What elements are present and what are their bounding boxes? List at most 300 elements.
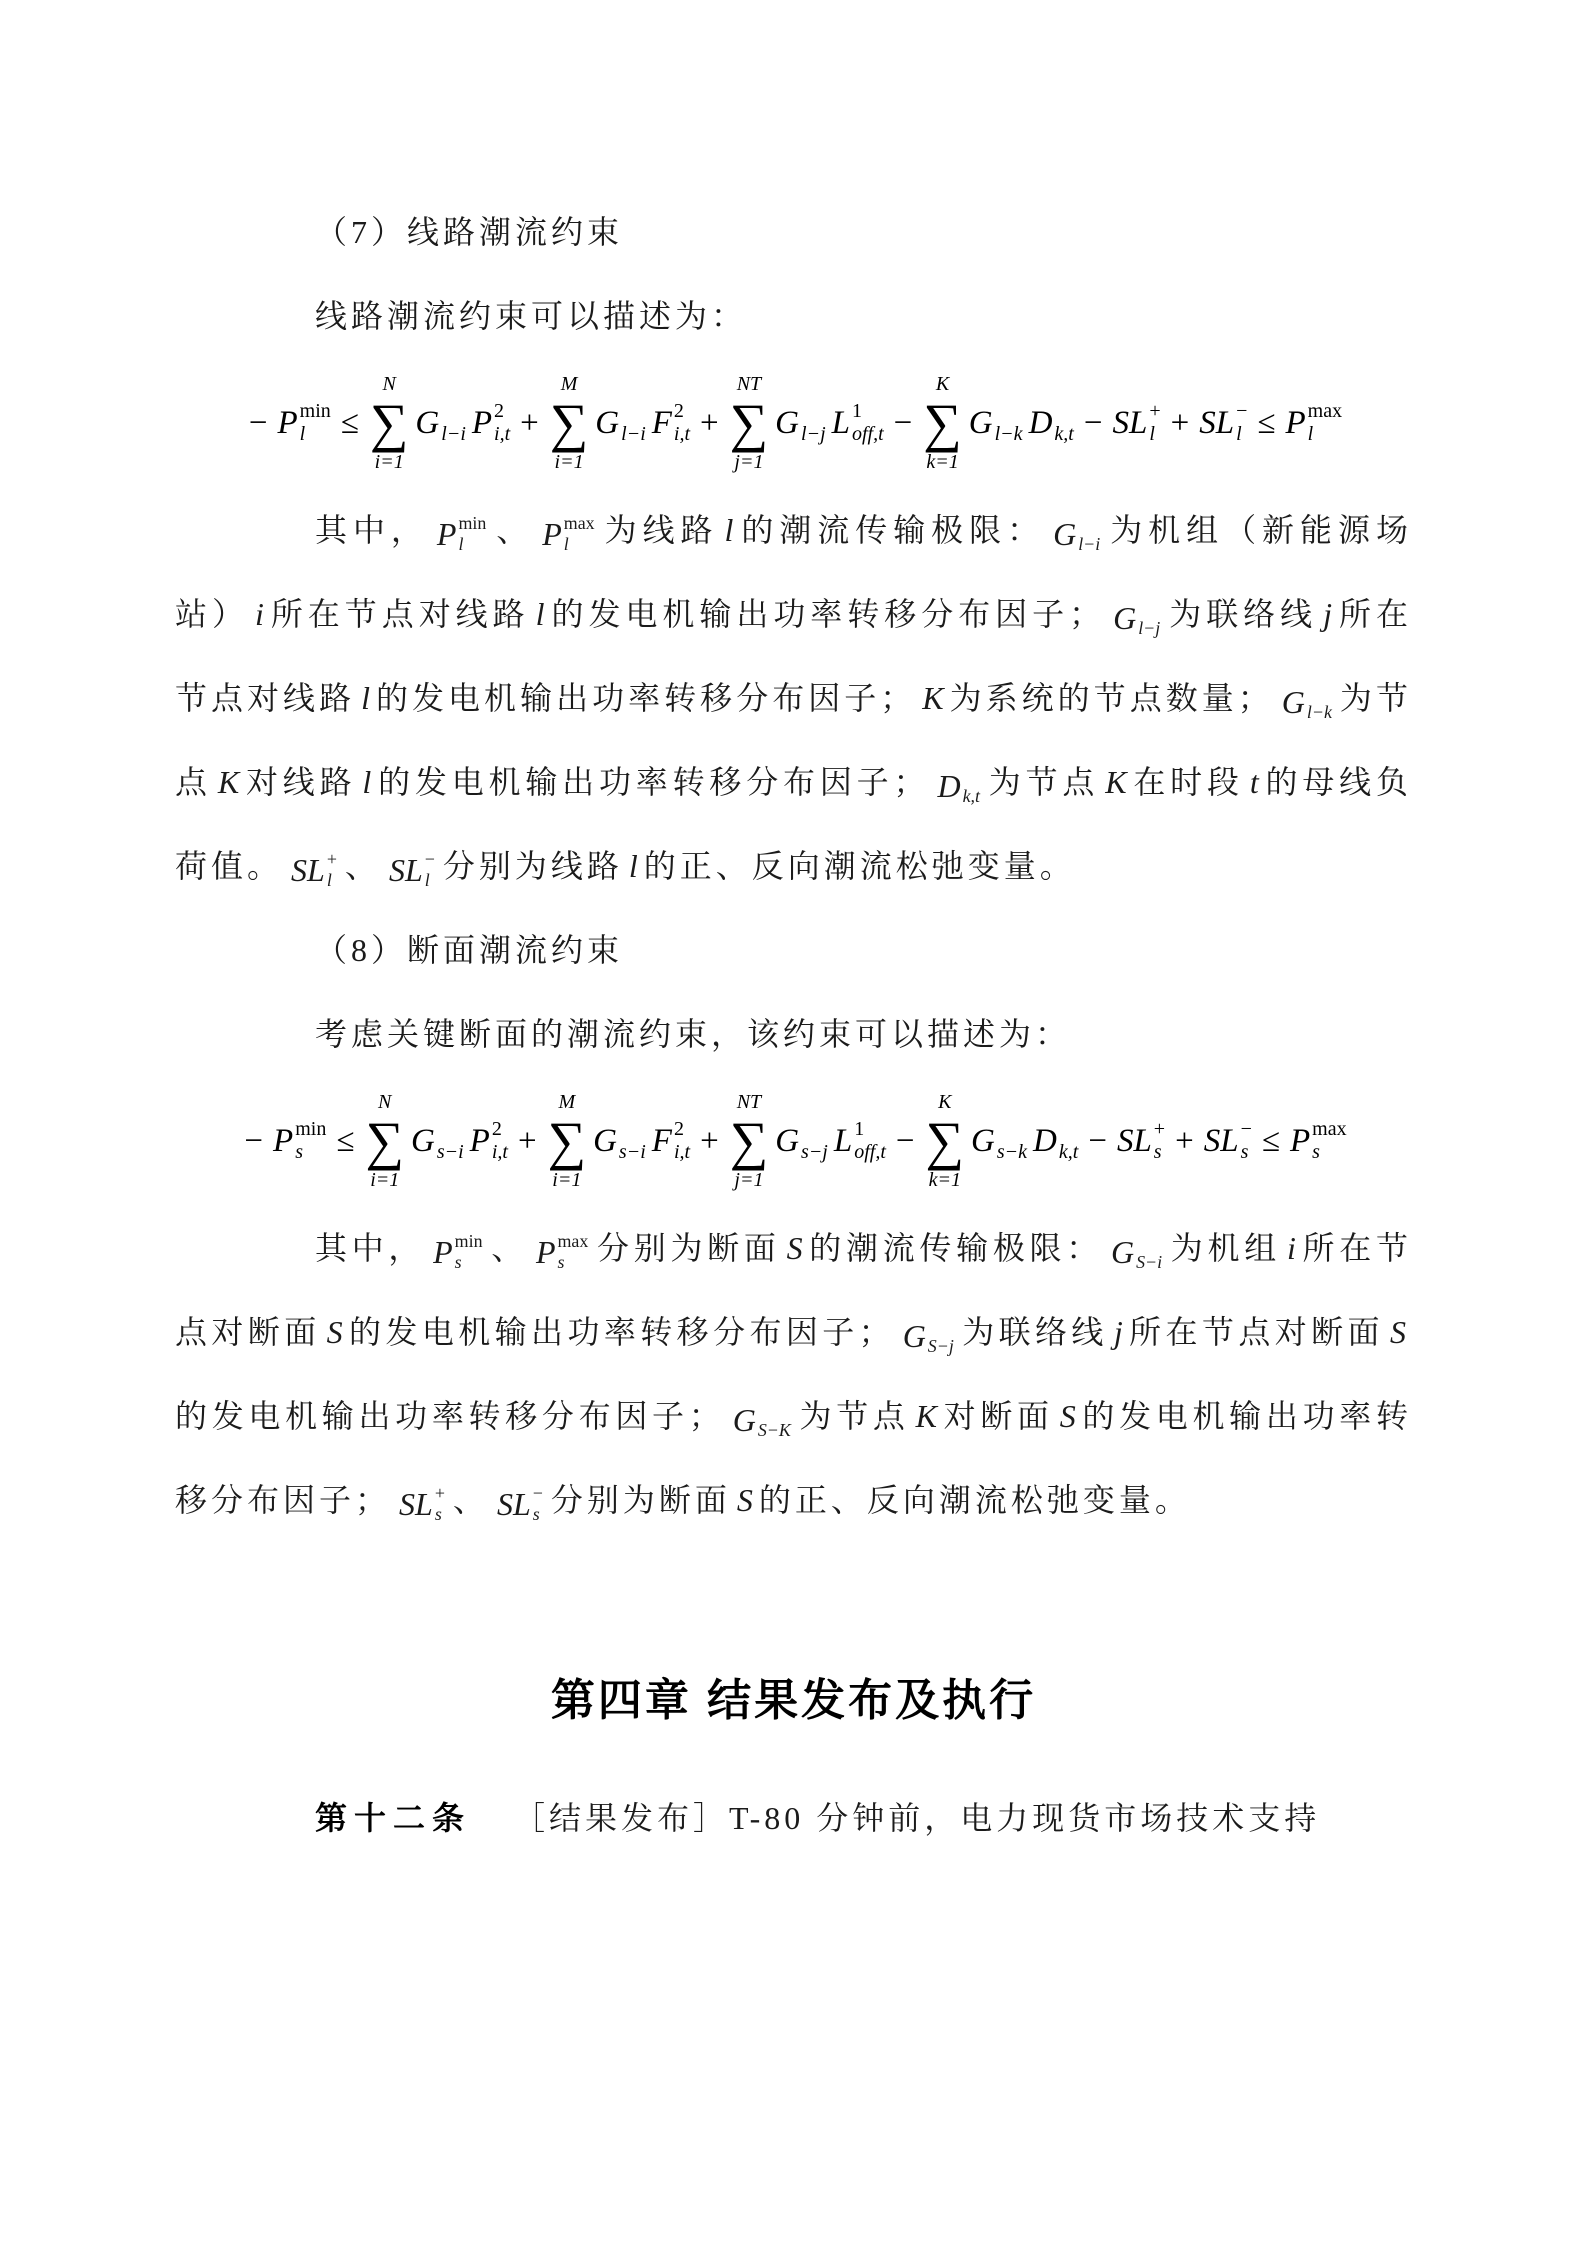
- math-scripts: [437, 1118, 464, 1164]
- math-scripts: [674, 400, 690, 446]
- math-var: K: [922, 680, 944, 716]
- math-base: P: [433, 1233, 453, 1270]
- text-run: 其中，: [315, 1230, 426, 1266]
- sum-upper-limit: K: [935, 373, 950, 395]
- sum-lower-limit: k=1: [926, 451, 959, 473]
- text-run: （8）断面潮流约束: [315, 932, 624, 968]
- math-scripts: [758, 1399, 791, 1440]
- math-subscript: k,t: [1054, 423, 1074, 445]
- math-subscript: l: [326, 869, 332, 890]
- math-var: l: [362, 764, 372, 800]
- math-subscript: s: [557, 1251, 565, 1272]
- math-subscript: l: [1149, 423, 1155, 445]
- math-superscript: [1054, 400, 1073, 423]
- math-superscript: +: [1153, 1118, 1166, 1140]
- article-12: [175, 1776, 1412, 1860]
- math-base: P: [1285, 404, 1306, 441]
- math-symbol: [775, 400, 825, 446]
- math-base: P: [542, 515, 562, 552]
- sum-upper-limit: NT: [736, 1091, 762, 1113]
- math-symbol: [595, 400, 645, 446]
- math-base: SL: [399, 1485, 433, 1522]
- text-run: 为节点: [798, 1398, 910, 1434]
- sum-lower-limit: j=1: [734, 451, 764, 473]
- math-scripts: [997, 1118, 1027, 1164]
- math-base: D: [1033, 1122, 1057, 1159]
- text-run: 为联络线: [961, 1314, 1108, 1350]
- math-subscript: i,t: [673, 423, 691, 445]
- text-run: 、: [490, 1230, 528, 1266]
- text-run: 在时段: [1132, 764, 1244, 800]
- math-superscript: min: [295, 1118, 327, 1140]
- math-superscript: [963, 765, 980, 786]
- math-subscript: s−j: [801, 1141, 828, 1163]
- math-var: K: [217, 764, 240, 800]
- math-superscript: −: [1236, 400, 1248, 422]
- math-scripts: [494, 400, 510, 446]
- math-scripts: [492, 1118, 508, 1164]
- math-subscript: S−K: [757, 1419, 791, 1440]
- math-scripts: [1054, 400, 1073, 446]
- sum-upper-limit: M: [558, 1091, 576, 1113]
- math-symbol: [593, 1118, 646, 1164]
- math-subscript: l−j: [801, 423, 826, 445]
- math-scripts: [564, 513, 595, 554]
- math-symbol: [1290, 1118, 1347, 1164]
- sigma-icon: ∑: [549, 393, 589, 453]
- math-scripts: [854, 1118, 886, 1164]
- math-symbol: [1029, 400, 1074, 446]
- math-superscript: [441, 400, 466, 423]
- math-subscript: l: [1307, 423, 1314, 445]
- text-run: 分别为线路: [442, 848, 623, 884]
- math-superscript: [997, 1118, 1027, 1141]
- item-7-title: [175, 190, 1412, 274]
- sigma-icon: ∑: [925, 1111, 965, 1171]
- text-run: 为机组（新能源场站）: [175, 512, 1412, 632]
- math-var: K: [1105, 764, 1127, 800]
- math-base: D: [937, 767, 961, 804]
- math-symbol: [971, 1118, 1027, 1164]
- math-symbol: [470, 1118, 508, 1164]
- math-symbol: [411, 1118, 464, 1164]
- text-run: 所在节点对断面: [175, 1230, 1412, 1350]
- math-subscript: s−i: [436, 1141, 464, 1163]
- math-operator: +: [520, 404, 539, 441]
- math-scripts: [1138, 597, 1160, 638]
- math-scripts: [300, 400, 331, 446]
- text-run: 对断面: [942, 1398, 1054, 1434]
- math-operator: ≤: [336, 1122, 355, 1159]
- text-run: 、: [452, 1482, 489, 1518]
- math-superscript: [1138, 597, 1160, 618]
- math-base: P: [277, 404, 298, 441]
- text-run: 的母线负荷值。: [175, 764, 1412, 884]
- summation: [730, 1090, 769, 1192]
- math-symbol: [399, 1483, 445, 1524]
- math-operator: +: [1170, 404, 1190, 441]
- math-subscript: l−i: [1078, 533, 1101, 554]
- math-symbol: [273, 1118, 326, 1164]
- math-base: G: [775, 1122, 800, 1159]
- math-base: P: [535, 1233, 556, 1270]
- text-run: 为节点: [987, 764, 1100, 800]
- formula-row: [242, 372, 1345, 474]
- math-symbol: [437, 513, 486, 554]
- math-operator: ≤: [1261, 1122, 1280, 1159]
- math-base: G: [1113, 599, 1137, 636]
- math-symbol: [433, 1231, 482, 1272]
- math-subscript: s: [1153, 1141, 1162, 1163]
- math-superscript: −: [424, 849, 435, 870]
- math-var: S: [736, 1482, 753, 1518]
- math-symbol: [1286, 400, 1343, 446]
- math-symbol: [542, 513, 594, 554]
- math-subscript: s: [532, 1503, 540, 1524]
- math-base: SL: [1199, 404, 1235, 441]
- math-symbol: [969, 400, 1023, 446]
- text-run: 的发电机输出功率转移分布因子；: [375, 680, 917, 716]
- math-symbol: [1053, 513, 1100, 554]
- math-symbol: [472, 400, 510, 446]
- math-base: SL: [388, 851, 423, 888]
- math-scripts: [1136, 1231, 1162, 1272]
- math-subscript: s: [295, 1141, 304, 1163]
- math-base: G: [732, 1401, 756, 1438]
- text-run: 的发电机输出功率转移分布因子；: [175, 1398, 725, 1434]
- math-var: S: [786, 1230, 803, 1266]
- text-run: 的正、反向潮流松弛变量。: [758, 1482, 1191, 1518]
- math-var: j: [1323, 596, 1332, 632]
- item-8-title: [175, 908, 1412, 992]
- math-operator: −: [895, 1122, 915, 1159]
- math-var: t: [1249, 764, 1259, 800]
- text-run: 、: [344, 848, 381, 884]
- math-base: L: [831, 404, 850, 441]
- sum-upper-limit: M: [560, 373, 578, 395]
- math-base: P: [1289, 1122, 1311, 1159]
- math-var: j: [1113, 1314, 1123, 1350]
- math-superscript: +: [326, 849, 337, 870]
- math-symbol: [1033, 1118, 1078, 1164]
- math-var: l: [628, 848, 638, 884]
- text-run: 分别为断面: [596, 1230, 781, 1266]
- math-subscript: s: [454, 1251, 462, 1272]
- math-symbol: [1117, 1118, 1165, 1164]
- math-base: SL: [1112, 404, 1148, 441]
- math-scripts: [327, 849, 337, 890]
- math-symbol: [937, 765, 980, 806]
- sigma-icon: ∑: [729, 393, 769, 453]
- text-run: 的潮流传输极限：: [808, 1230, 1103, 1266]
- math-subscript: s: [434, 1503, 442, 1524]
- math-superscript: [928, 1315, 954, 1336]
- text-run: 、: [494, 512, 535, 548]
- sum-lower-limit: j=1: [734, 1169, 764, 1191]
- math-superscript: +: [434, 1483, 445, 1504]
- math-symbol: [1282, 681, 1332, 722]
- math-superscript: 1: [851, 400, 862, 422]
- math-symbol: [733, 1399, 791, 1440]
- math-scripts: [1312, 1118, 1346, 1164]
- math-operator: −: [244, 1122, 264, 1159]
- math-scripts: [1059, 1118, 1078, 1164]
- math-symbol: [291, 849, 337, 890]
- summation: [926, 1090, 965, 1192]
- math-symbol: [415, 400, 465, 446]
- math-superscript: [801, 1118, 828, 1141]
- sum-lower-limit: i=1: [554, 451, 584, 473]
- math-base: L: [833, 1122, 853, 1159]
- math-base: G: [971, 1122, 995, 1159]
- line-flow-definitions: [175, 488, 1412, 908]
- math-scripts: [1241, 1118, 1252, 1164]
- math-base: G: [595, 404, 620, 441]
- math-scripts: [621, 400, 646, 446]
- math-subscript: off,t: [854, 1141, 886, 1163]
- math-superscript: −: [1240, 1118, 1252, 1140]
- math-var: i: [1286, 1230, 1296, 1266]
- math-base: SL: [1116, 1122, 1152, 1159]
- math-scripts: [425, 849, 435, 890]
- math-superscript: 2: [491, 1118, 502, 1140]
- sum-lower-limit: k=1: [928, 1169, 961, 1191]
- math-var: S: [326, 1314, 343, 1350]
- math-superscript: max: [1312, 1118, 1347, 1140]
- math-base: G: [1110, 1233, 1135, 1270]
- math-var: S: [1389, 1314, 1406, 1350]
- math-subscript: l: [458, 533, 464, 554]
- math-subscript: k,t: [1058, 1141, 1079, 1163]
- text-run: 为机组: [1170, 1230, 1281, 1266]
- math-scripts: [1154, 1118, 1165, 1164]
- chapter-4-heading: 第四章 结果发布及执行: [550, 1676, 1037, 1725]
- section-flow-intro: [175, 992, 1412, 1076]
- math-base: G: [410, 1122, 435, 1159]
- text-run: 为节点: [175, 680, 1412, 800]
- math-symbol: [652, 400, 690, 446]
- math-operator: +: [1175, 1122, 1194, 1159]
- math-superscript: [801, 400, 826, 423]
- math-operator: −: [248, 404, 268, 441]
- math-operator: −: [893, 404, 913, 441]
- math-base: F: [651, 404, 672, 441]
- math-superscript: [1078, 513, 1100, 534]
- text-run: 的发电机输出功率转移分布因子；: [348, 1314, 895, 1350]
- math-superscript: [1059, 1118, 1078, 1141]
- math-scripts: [441, 400, 466, 446]
- text-run: 为联络线: [1168, 596, 1318, 632]
- math-scripts: [995, 400, 1023, 446]
- math-base: SL: [496, 1485, 531, 1522]
- math-scripts: [1078, 513, 1100, 554]
- math-scripts: [1236, 400, 1247, 446]
- math-subscript: off,t: [851, 423, 884, 445]
- math-subscript: i,t: [491, 1141, 508, 1163]
- math-superscript: max: [563, 513, 595, 534]
- math-base: G: [775, 404, 800, 441]
- line-flow-intro: [175, 274, 1412, 358]
- math-symbol: [536, 1231, 588, 1272]
- math-scripts: [801, 1118, 828, 1164]
- math-symbol: [903, 1315, 954, 1356]
- text-run: ［结果发布］T-80 分钟前，电力现货市场技术支持: [513, 1800, 1321, 1836]
- text-run: 其中，: [315, 512, 429, 548]
- math-base: G: [415, 404, 440, 441]
- math-base: G: [1053, 515, 1077, 552]
- math-base: G: [968, 404, 993, 441]
- math-symbol: [278, 400, 331, 446]
- text-run: 的潮流传输极限：: [739, 512, 1046, 548]
- math-var: l: [724, 512, 734, 548]
- sigma-icon: ∑: [923, 393, 962, 453]
- text-run: 分别为断面: [550, 1482, 731, 1518]
- math-scripts: [435, 1483, 445, 1524]
- math-scripts: [458, 513, 486, 554]
- math-subscript: l: [424, 869, 430, 890]
- math-operator: −: [1088, 1122, 1107, 1159]
- math-base: SL: [291, 851, 325, 888]
- math-superscript: [619, 1118, 646, 1141]
- math-subscript: s: [1240, 1141, 1249, 1163]
- math-superscript: min: [458, 513, 487, 534]
- math-operator: ≤: [340, 404, 359, 441]
- math-scripts: [455, 1231, 483, 1272]
- sum-lower-limit: i=1: [552, 1169, 582, 1191]
- math-subscript: l: [563, 533, 569, 554]
- math-symbol: [1199, 400, 1247, 446]
- sigma-icon: ∑: [729, 1111, 769, 1171]
- section-flow-definitions: [175, 1206, 1412, 1542]
- math-var: i: [254, 596, 264, 632]
- math-subscript: i,t: [673, 1141, 691, 1163]
- math-scripts: [1307, 681, 1332, 722]
- math-scripts: [295, 1118, 326, 1164]
- math-scripts: [619, 1118, 646, 1164]
- text-run: 考虑关键断面的潮流约束，该约束可以描述为：: [315, 1016, 1072, 1052]
- math-scripts: [533, 1483, 543, 1524]
- math-scripts: [674, 1118, 690, 1164]
- math-subscript: s−i: [618, 1141, 646, 1163]
- math-symbol: [832, 400, 884, 446]
- math-scripts: [852, 400, 884, 446]
- math-superscript: [758, 1399, 791, 1420]
- math-subscript: l: [1236, 423, 1242, 445]
- text-run: 对线路: [245, 764, 357, 800]
- math-operator: +: [700, 404, 719, 441]
- math-symbol: [1111, 1231, 1162, 1272]
- math-superscript: min: [454, 1231, 483, 1252]
- math-subscript: l−k: [994, 423, 1023, 445]
- math-superscript: [1307, 681, 1332, 702]
- math-symbol: [1113, 597, 1160, 638]
- math-superscript: [1136, 1231, 1162, 1252]
- math-base: F: [651, 1122, 672, 1159]
- math-subscript: l−i: [621, 423, 646, 445]
- math-superscript: [437, 1118, 464, 1141]
- math-superscript: [621, 400, 646, 423]
- text-run: 所在节点对线路: [269, 596, 530, 632]
- math-var: l: [535, 596, 545, 632]
- math-scripts: [801, 400, 826, 446]
- math-superscript: max: [1307, 400, 1343, 422]
- math-operator: +: [517, 1122, 537, 1159]
- math-operator: +: [700, 1122, 719, 1159]
- math-subscript: i,t: [494, 423, 511, 445]
- formula-row: [237, 1090, 1349, 1192]
- math-subscript: S−j: [927, 1335, 954, 1356]
- text-run: 所在节点对线路: [175, 596, 1412, 716]
- math-base: G: [1281, 683, 1305, 720]
- sum-lower-limit: i=1: [370, 1169, 400, 1191]
- text-run: 的发电机输出功率转移分布因子；: [550, 596, 1106, 632]
- math-base: P: [469, 1122, 490, 1159]
- math-symbol: [497, 1483, 543, 1524]
- math-subscript: k,t: [962, 785, 980, 806]
- math-superscript: −: [532, 1483, 543, 1504]
- math-superscript: 2: [673, 1118, 684, 1140]
- math-scripts: [1308, 400, 1342, 446]
- sum-upper-limit: K: [938, 1091, 952, 1113]
- summation: [548, 1090, 587, 1192]
- sigma-icon: ∑: [365, 1111, 404, 1171]
- article-number: 第十二条: [315, 1800, 472, 1836]
- text-run: 的发电机输出功率转移分布因子；: [377, 764, 930, 800]
- math-base: P: [436, 515, 457, 552]
- math-operator: −: [1083, 404, 1103, 441]
- summation: [550, 372, 589, 474]
- math-superscript: 2: [673, 400, 684, 422]
- sigma-icon: ∑: [369, 393, 409, 453]
- section-flow-formula: [175, 1076, 1412, 1206]
- math-scripts: [928, 1315, 954, 1356]
- math-base: G: [593, 1122, 617, 1159]
- math-symbol: [834, 1118, 886, 1164]
- math-var: K: [915, 1398, 937, 1434]
- summation: [370, 372, 409, 474]
- math-operator: ≤: [1257, 404, 1276, 441]
- text-run: 为系统的节点数量；: [949, 680, 1274, 716]
- math-superscript: 2: [494, 400, 505, 422]
- math-symbol: [1112, 400, 1160, 446]
- text-run: 为线路: [602, 512, 719, 548]
- math-subscript: l−k: [1306, 701, 1332, 722]
- math-var: S: [1059, 1398, 1076, 1434]
- math-superscript: max: [557, 1231, 589, 1252]
- text-run: 的正、反向潮流松弛变量。: [643, 848, 1076, 884]
- math-superscript: min: [299, 400, 331, 422]
- sum-lower-limit: i=1: [374, 451, 404, 473]
- math-subscript: l: [299, 423, 306, 445]
- math-superscript: 1: [854, 1118, 865, 1140]
- sigma-icon: ∑: [547, 1111, 587, 1171]
- math-subscript: l−j: [1138, 617, 1161, 638]
- math-superscript: [995, 400, 1023, 423]
- math-symbol: [775, 1118, 828, 1164]
- math-subscript: l−i: [441, 423, 466, 445]
- sum-upper-limit: NT: [736, 373, 762, 395]
- summation: [365, 1090, 404, 1192]
- text-run: 线路潮流约束可以描述为：: [315, 298, 748, 334]
- math-scripts: [1149, 400, 1160, 446]
- math-subscript: s: [1312, 1141, 1320, 1163]
- math-subscript: S−i: [1136, 1251, 1163, 1272]
- math-var: l: [361, 680, 370, 716]
- math-subscript: s−k: [996, 1141, 1028, 1163]
- math-symbol: [1204, 1118, 1252, 1164]
- sum-upper-limit: N: [378, 1091, 392, 1113]
- math-superscript: +: [1149, 400, 1161, 422]
